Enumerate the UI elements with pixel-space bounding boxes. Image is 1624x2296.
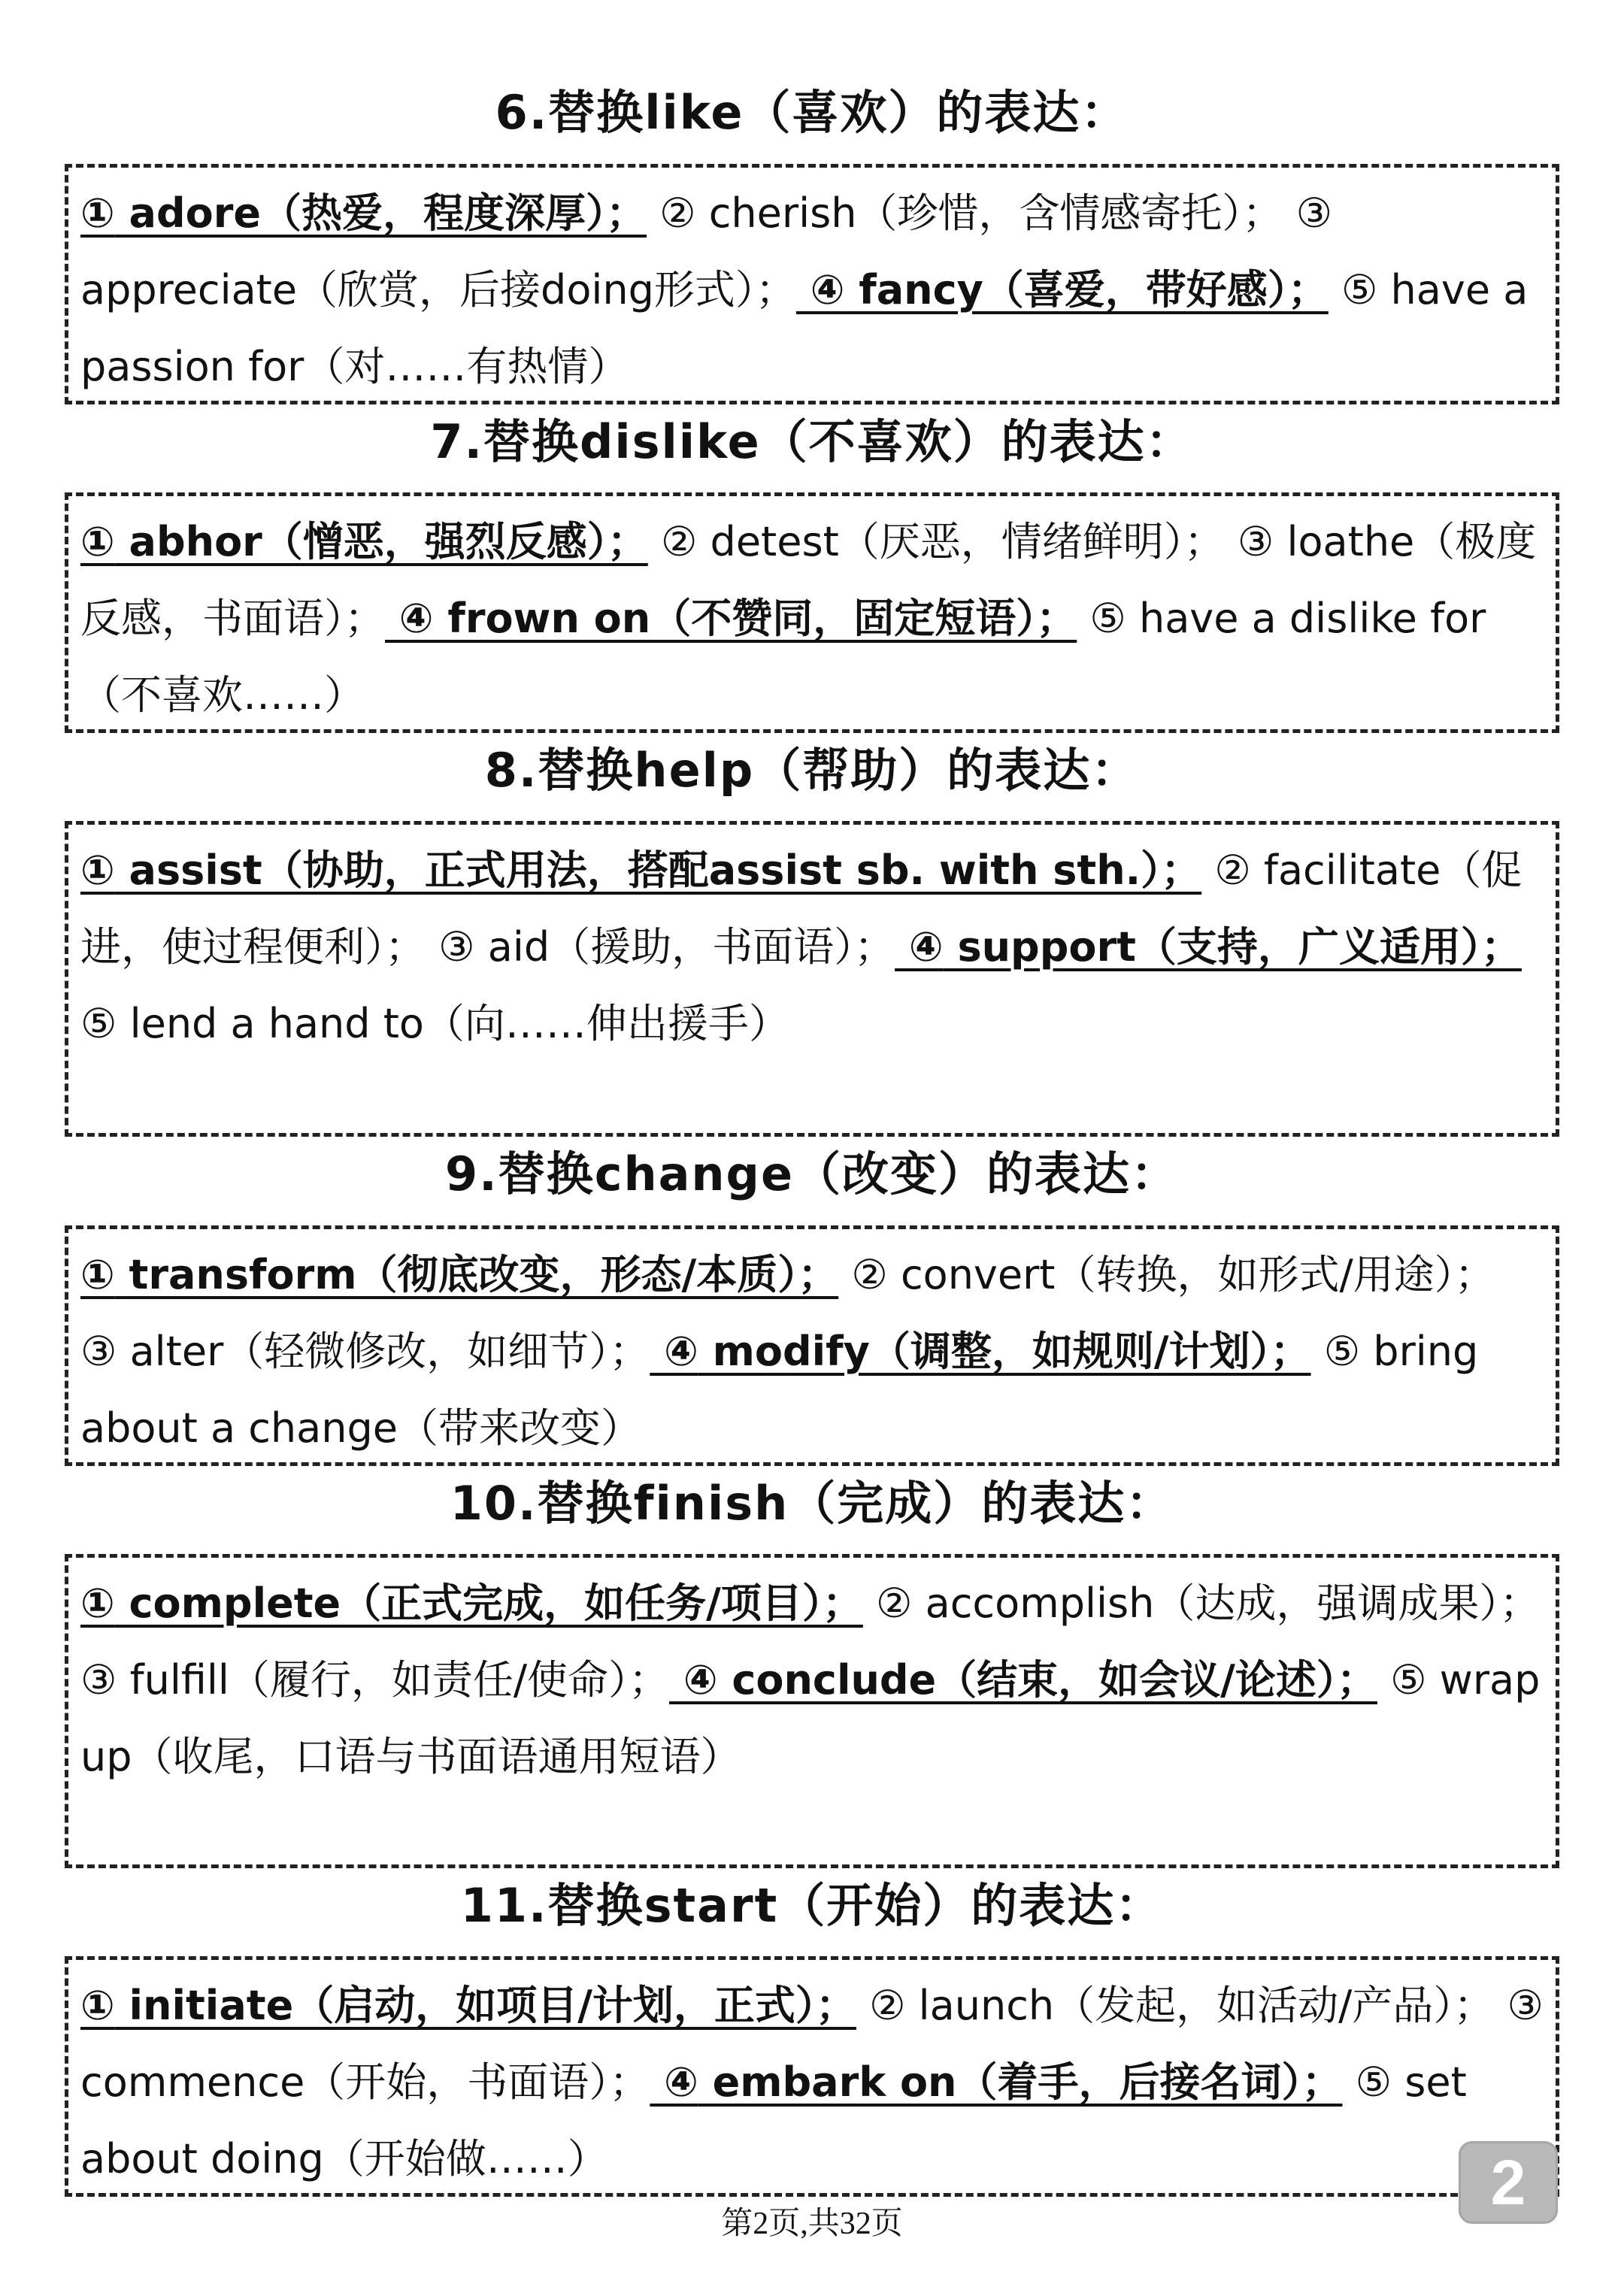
item-10-5-text: wrap up（收尾，口语与书面语通用短语） [80,1656,1541,1780]
item-7-5-text: have a dislike for（不喜欢……） [80,595,1486,719]
item-6-4-num: ④ [795,266,845,314]
item-11-4-text: embark on（着手，后接名词）； [698,2058,1343,2106]
item-7-2-text: detest（厌恶，情绪鲜明）； [697,518,1225,565]
item-10-2 [863,1580,1541,1627]
section-title-7: 7.替换dislike（不喜欢）的表达： [430,414,1194,469]
section-content-8 [80,832,1544,1062]
item-8-5-num: ⑤ [80,1000,117,1047]
item-10-4-num: ④ [669,1656,718,1704]
item-11-5-num: ⑤ [1342,2058,1392,2106]
item-8-5 [80,1000,789,1047]
item-10-1 [80,1580,863,1627]
section-title-10: 10.替换finish（完成）的表达： [450,1476,1174,1531]
item-8-3-num: ③ [426,923,475,971]
item-11-1 [80,1982,856,2029]
item-7-2 [648,518,1225,565]
item-9-2 [838,1251,1495,1298]
section-box-7 [65,492,1559,733]
item-10-5-num: ⑤ [1377,1656,1427,1704]
item-10-3-text: fulfill（履行，如责任/使命）； [117,1656,670,1704]
item-10-1-num: ① [80,1580,115,1627]
item-7-1 [80,518,648,565]
section-title-8: 8.替换help（帮助）的表达： [484,743,1140,798]
item-10-2-num: ② [862,1580,913,1627]
item-11-4 [650,2058,1342,2106]
item-6-2-num: ② [646,189,696,237]
item-8-1 [80,847,1201,894]
section-box-8 [65,821,1559,1137]
item-8-1-text: assist（协助，正式用法，搭配assist sb. with sth.）； [114,847,1202,894]
item-8-2-num: ② [1201,847,1251,894]
item-10-3-num: ③ [80,1656,117,1704]
item-8-4 [895,923,1522,971]
section-box-11 [65,1956,1559,2197]
item-11-2 [856,1982,1494,2029]
item-8-5-text: lend a hand to（向……伸出援手） [117,1000,789,1047]
item-9-5-text: bring about a change（带来改变） [80,1328,1479,1452]
item-9-3-text: alter（轻微修改，如细节）； [117,1328,650,1375]
item-7-1-text: abhor（憎恶，强烈反感）； [114,518,648,565]
item-11-3-num: ③ [1494,1982,1544,2029]
item-6-2-text: cherish（珍惜，含情感寄托）； [695,189,1283,237]
item-7-3-text: loathe（极度反感，书面语）； [80,518,1537,642]
page-footer: 第2页,共32页 [721,2207,903,2241]
item-9-4-text: modify（调整，如规则/计划）； [698,1328,1311,1375]
item-8-4-num: ④ [895,923,944,971]
item-9-3-num: ③ [80,1328,117,1375]
section-content-11 [80,1967,1544,2198]
item-7-3-num: ③ [1224,518,1274,565]
section-box-6 [65,164,1559,404]
item-8-2-text: facilitate（促进，使过程便利）； [80,847,1522,971]
item-7-4-num: ④ [385,595,434,642]
item-10-4 [669,1656,1377,1704]
item-9-2-num: ② [838,1251,888,1298]
item-11-5-text: set about doing（开始做……） [80,2058,1467,2182]
item-9-3 [80,1328,650,1375]
item-7-4 [385,595,1077,642]
item-8-4-text: support（支持，广义适用）； [943,923,1522,971]
item-10-3 [80,1656,669,1704]
item-11-2-text: launch（发起，如活动/产品）； [905,1982,1495,2029]
section-box-10 [65,1554,1559,1868]
item-6-3-num: ③ [1295,189,1333,237]
item-6-5-num: ⑤ [1328,266,1378,314]
item-7-1-num: ① [80,518,115,565]
item-11-1-text: initiate（启动，如项目/计划，正式）； [114,1982,856,2029]
item-8-3 [426,923,895,971]
item-6-2 [647,189,1283,237]
section-content-7 [80,504,1544,734]
item-8-3-text: aid（援助，书面语）； [474,923,895,971]
section-content-9 [80,1237,1544,1467]
section-box-9 [65,1225,1559,1466]
section-title-11: 11.替换start（开始）的表达： [460,1878,1164,1933]
item-9-1-num: ① [80,1251,115,1298]
item-6-4 [796,266,1329,314]
item-6-1-text: adore（热爱，程度深厚）； [114,189,647,237]
section-title-6: 6.替换like（喜欢）的表达： [495,85,1129,140]
item-7-4-text: frown on（不赞同，固定短语）； [433,595,1077,642]
item-9-2-text: convert（转换，如形式/用途）； [887,1251,1495,1298]
item-6-5-text: have a passion for（对……有热情） [80,266,1529,390]
item-6-1-num: ① [80,189,115,237]
item-10-1-text: complete（正式完成，如任务/项目）； [114,1580,863,1627]
section-content-10 [80,1565,1544,1795]
section-title-9: 9.替换change（改变）的表达： [445,1146,1179,1201]
item-7-2-num: ② [647,518,698,565]
item-6-4-text: fancy（喜爱，带好感）； [844,266,1329,314]
page-number-badge: 2 [1459,2141,1558,2224]
item-8-1-num: ① [80,847,115,894]
item-6-1 [80,189,647,237]
item-11-4-num: ④ [650,2058,698,2106]
item-11-3-text: commence（开始，书面语）； [80,2058,650,2106]
item-9-4-num: ④ [650,1328,698,1375]
item-11-1-num: ① [80,1982,115,2029]
item-10-2-text: accomplish（达成，强调成果）； [912,1580,1541,1627]
item-11-2-num: ② [856,1982,906,2029]
item-9-1-text: transform（彻底改变，形态/本质）； [114,1251,839,1298]
item-9-4 [650,1328,1310,1375]
item-9-5-num: ⑤ [1310,1328,1361,1375]
item-6-3-text: appreciate（欣赏，后接doing形式）； [80,266,796,314]
item-7-5-num: ⑤ [1089,595,1126,642]
item-10-4-text: conclude（结束，如会议/论述）； [717,1656,1377,1704]
item-9-1 [80,1251,838,1298]
section-content-6 [80,175,1544,405]
